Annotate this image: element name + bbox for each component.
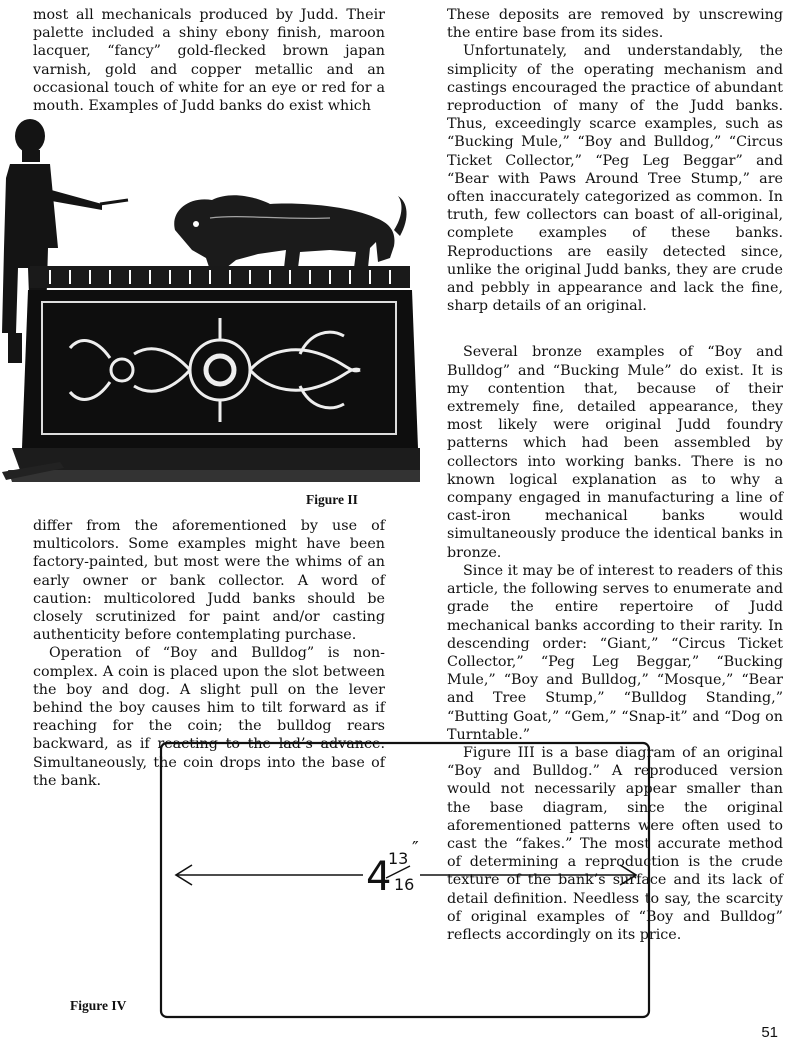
dimension-label [366,838,419,900]
measure-unit: ″ [412,838,419,859]
figure-4-caption: Figure IV [70,998,127,1013]
measure-denominator: 16 [394,875,415,894]
figure-4-diagram [158,740,652,1020]
paragraph: Figure III is a base diagram of an original “Boy and Bulldog.” A reproduced version would not necessarily appear smaller than the base diagram, since the original aforementioned patterns were often used to cast the “fakes.” The most accurate method of determining a reproduction is the crude texture of the bank’s surface and its lack of detail definition. Needless to say, the scarcity of original examples of “Boy and Bulldog” reflects accordingly on its price. [447,744,783,943]
bank-base [12,448,420,470]
lever [100,200,128,204]
bank-top-rim [30,266,410,288]
figure-2-caption: Figure II [306,492,358,507]
left-column-top [33,6,385,115]
paragraph: Unfortunately, and understandably, the simplicity of the operating mechanism and castings encouraged the practice of abundant reproduction of many of the Judd banks. Thus, exceedingly scarce examples, such as “Bucking Mule,” “Boy and Bulldog,” “Circus Ticket Collector,” “Peg Leg Beggar” and “Bear with Paws Around Tree Stump,” are often inaccurately categorized as common. In truth, few collectors can boast of all-original, complete examples of these banks. Reproductions are easily detected since, unlike the original Judd banks, they are crude and pebbly in appearance and lack the fine, sharp details of an original. [447,43,783,315]
page-number: 51 [761,1024,778,1041]
paragraph: These deposits are removed by unscrewing the entire base from its sides. [447,7,783,42]
paragraph: differ from the aforementioned by use of multicolors. Some examples might have been factory-painted, but most were the whims of an early owner or bank collector. A word of caution: multicolored Judd banks should be closely scrutinized for paint and/or casting authenticity before contemplating purchase. [33,518,385,644]
section-gap [447,315,783,343]
paragraph: Operation of “Boy and Bulldog” is non-complex. A coin is placed upon the slot between the boy and dog. A slight pull on the lever behind the boy causes him to tilt forward as if reaching for the coin; the bulldog rears backward, as if reacting to the lad’s advance. Simultaneously, the coin drops into the base of the bank. [33,645,385,789]
measure-whole: 4 [366,854,392,900]
figure-2-image [0,118,420,490]
measure-numerator: 13 [388,849,409,868]
paragraph: Since it may be of interest to readers of this article, the following serves to enumerate and grade the entire repertoire of Judd mechanical banks according to their rarity. In descending order: “Giant,” “Circus Ticket Collector,” “Peg Leg Beggar,” “Bucking Mule,” “Boy and Bulldog,” “Mosque,” “Bear and Tree Stump,” “Bulldog Standing,” “Butting Goat,” “Gem,” “Snap-it” and “Dog on Turntable.” [447,562,784,743]
paragraph: Several bronze examples of “Boy and Bulldog” and “Bucking Mule” do exist. It is my contention that, because of their extremely fine, detailed appearance, they most likely were original Judd foundry patterns which had been assembled by collectors into working banks. There is no known logical explanation as to why a company engaged in manufacturing a line of cast-iron mechanical banks would simultaneously produce the identical banks in bronze. [447,344,783,561]
bulldog-figure [174,195,406,270]
paragraph: most all mechanicals produced by Judd. Their palette included a shiny ebony finish, maroon lacquer, “fancy” gold-flecked brown japan varnish, gold and copper metallic and an occasional touch of white for an eye or red for a mouth. Examples of Judd banks do exist which [33,7,385,115]
